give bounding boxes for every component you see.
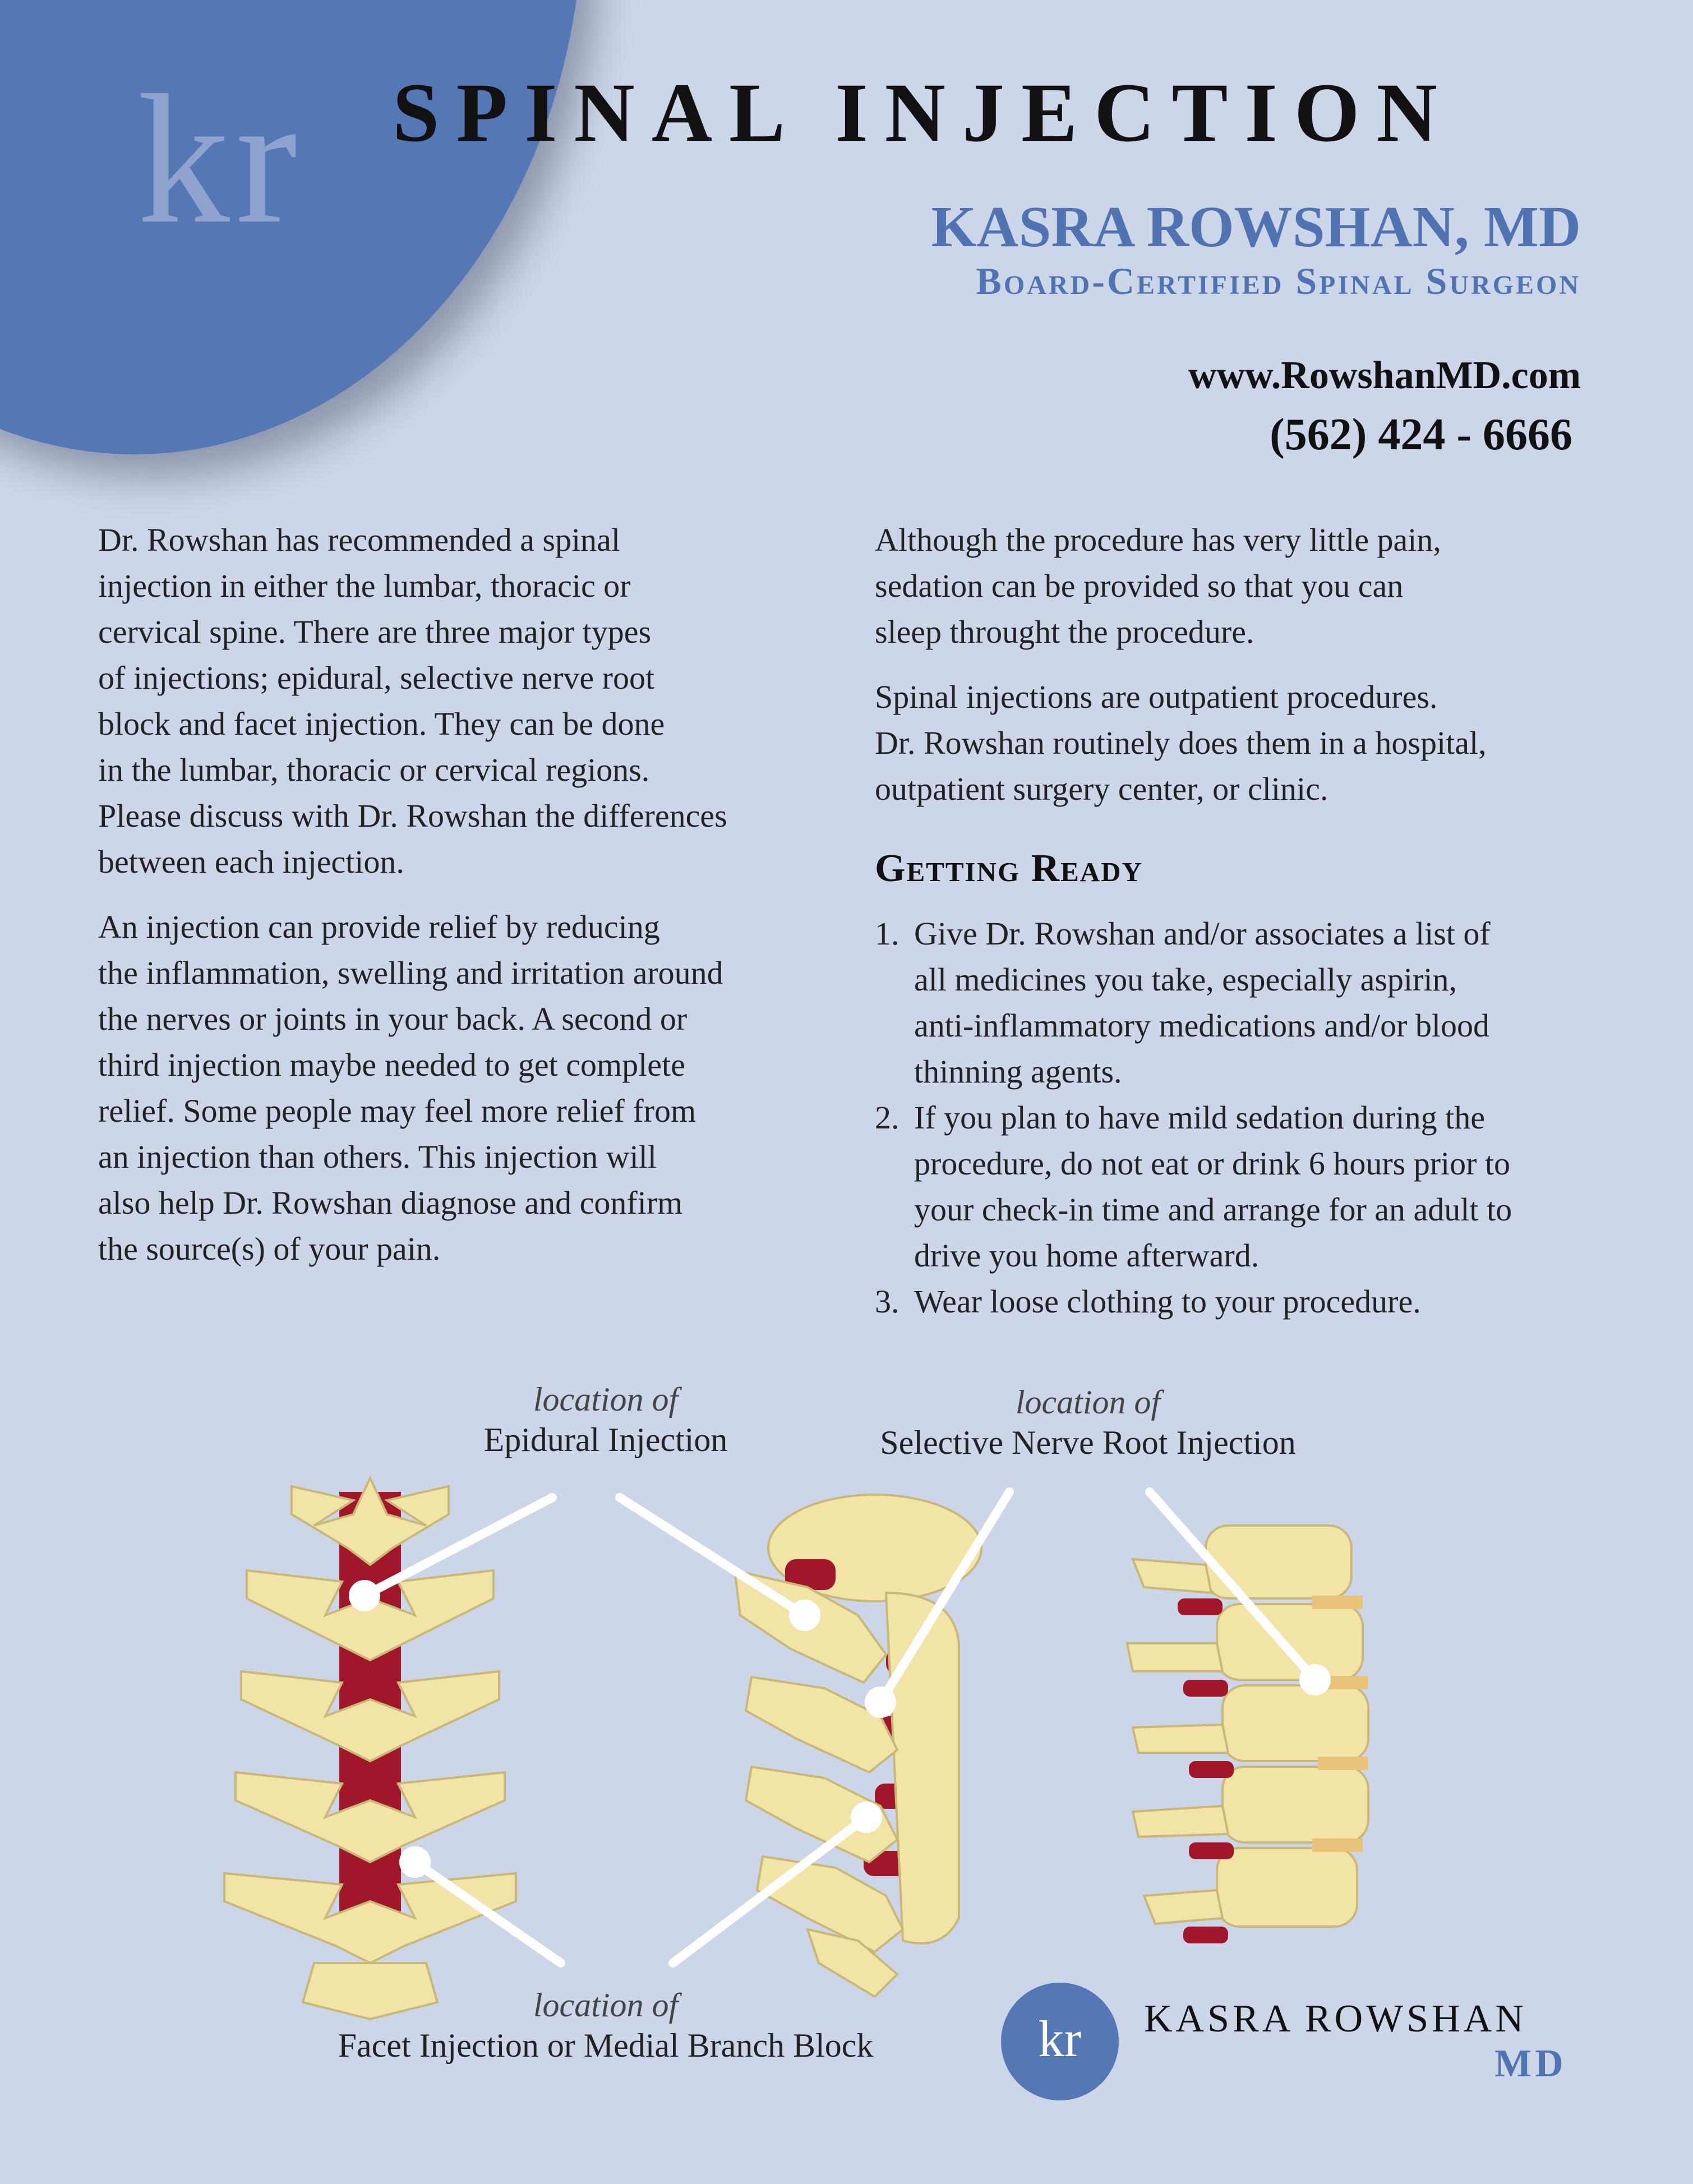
spinous-process (1133, 1559, 1211, 1593)
epidural-label (465, 1380, 746, 1460)
vertebral-body (1217, 1604, 1363, 1680)
nerve-root (1189, 1761, 1234, 1778)
facet-location-text: location of (533, 1987, 679, 2024)
step-number: 2. (875, 1099, 899, 1136)
step-text: If you plan to have mild sedation during the procedure, do not eat or drink 6 hours prior to your check-in time and arrange for an adult to drive you home afterward. (914, 1099, 1512, 1274)
pointer-dot (794, 1604, 816, 1627)
step-text: Give Dr. Rowshan and/or associates a list of all medicines you take, especially aspirin, anti-inflammatory medications and/or blood thinning agents. (914, 915, 1491, 1090)
getting-ready-heading: Getting Ready (875, 847, 1143, 890)
nerve-root (1178, 1598, 1223, 1615)
pointer-dot (1304, 1669, 1326, 1691)
vertebral-body (1223, 1685, 1368, 1761)
doctor-name: KASRA ROWSHAN, MD (931, 195, 1581, 259)
spinous-process (1144, 1890, 1223, 1924)
list-item (875, 1279, 1615, 1325)
corner-monogram: kr (137, 57, 303, 262)
list-item (875, 1095, 1615, 1279)
epidural-location-text: location of (533, 1381, 679, 1418)
outpatient-paragraph: Spinal injections are outpatient procedures. Dr. Rowshan routinely does them in a hospital, outpatient surgery center, or clinic. (875, 679, 1487, 807)
intervertebral-disc (1318, 1757, 1368, 1770)
spinous-process (1127, 1643, 1223, 1671)
pointer-dot (855, 1806, 878, 1828)
vertebral-column-body (886, 1593, 959, 1943)
oblique-spine-view (735, 1495, 981, 1997)
lateral-spine-view (1127, 1526, 1368, 1943)
website-link[interactable]: www.RowshanMD.com (1188, 354, 1581, 397)
step-number: 1. (875, 915, 899, 952)
nerve-root (1183, 1927, 1228, 1943)
steps-list (875, 911, 1615, 1325)
intervertebral-disc (1312, 1839, 1363, 1852)
left-column (98, 517, 805, 1291)
footer-logo: kr (1001, 1983, 1119, 2100)
right-column (875, 517, 1615, 1325)
vertebral-body (1217, 1848, 1357, 1927)
step-number: 3. (875, 1283, 899, 1320)
epidural-name-text: Epidural Injection (483, 1421, 728, 1458)
footer-md: MD (1494, 2042, 1567, 2085)
list-item (875, 911, 1615, 1095)
nerve-root (1189, 1842, 1234, 1859)
selective-label (864, 1383, 1312, 1463)
spine-diagram (213, 1380, 1514, 2070)
phone-number[interactable]: (562) 424 - 6666 (1270, 410, 1572, 459)
selective-name-text: Selective Nerve Root Injection (880, 1424, 1296, 1461)
posterior-spine-view (224, 1478, 516, 2019)
spinous-process (1133, 1806, 1228, 1837)
relief-paragraph: An injection can provide relief by reducing the inflammation, swelling and irritation around the nerves or joints in your back. A second or third injection maybe needed to get complete relief. Some people may feel more relief from an injection than others. This injection will also help Dr. Rowshan diagnose and confirm the source(s) of your pain. (98, 909, 723, 1267)
intro-paragraph: Dr. Rowshan has recommended a spinal injection in either the lumbar, thoracic or cervical spine. There are three major types of injections; epidural, selective nerve root block and facet injection. They can be done in the lumbar, thoracic or cervical regions. Please discuss with Dr. Rowshan the differences between each injection. (98, 522, 727, 880)
step-text: Wear loose clothing to your procedure. (914, 1283, 1421, 1320)
footer-name: KASRA ROWSHAN (1144, 1997, 1527, 2040)
pointer-dot (404, 1851, 426, 1873)
facet-label (325, 1985, 886, 2066)
pointer-dot (869, 1691, 892, 1713)
spinous-process (1133, 1725, 1228, 1753)
selective-location-text: location of (1015, 1384, 1161, 1421)
intervertebral-disc (1312, 1596, 1363, 1609)
nerve-root (1183, 1680, 1228, 1697)
vertebral-body (1206, 1526, 1351, 1598)
doctor-subtitle: Board-Certified Spinal Surgeon (976, 260, 1581, 302)
spine-illustration (213, 1380, 1514, 2070)
vertebra (292, 1478, 449, 1565)
sedation-paragraph: Although the procedure has very little pain, sedation can be provided so that you can sleep throught the procedure. (875, 522, 1441, 650)
vertebral-body (1223, 1767, 1368, 1842)
pointer-dot (353, 1584, 376, 1607)
facet-name-text: Facet Injection or Medial Branch Block (338, 2027, 874, 2064)
page-title: SPINAL INJECTION (393, 66, 1454, 159)
